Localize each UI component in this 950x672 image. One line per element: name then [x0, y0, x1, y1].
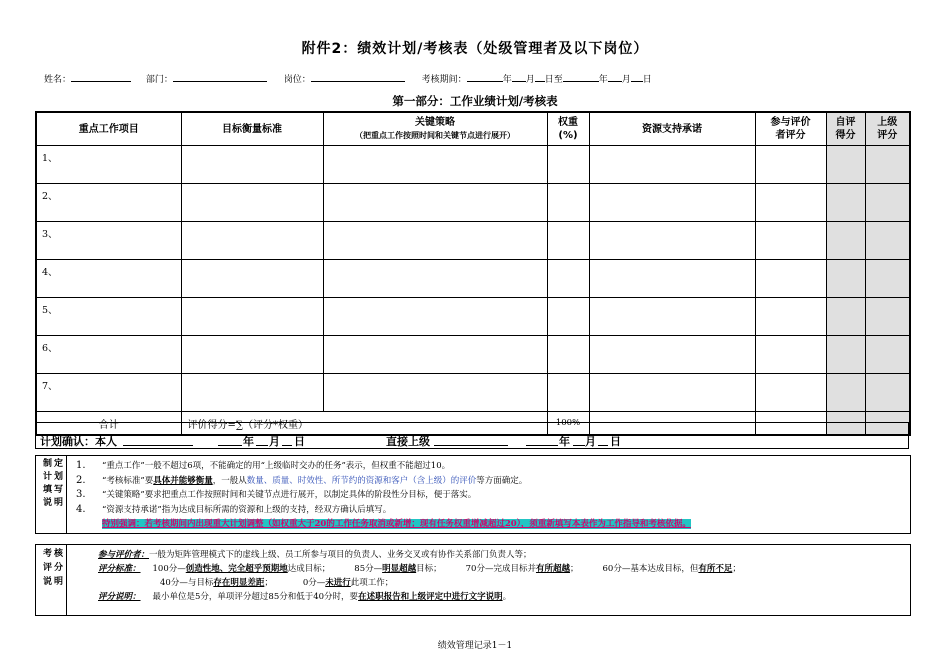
header-superior-line1: 上级: [877, 117, 898, 128]
year-label: 年: [243, 435, 254, 448]
cell[interactable]: [181, 222, 323, 260]
note-item: [76, 517, 904, 532]
cell[interactable]: [755, 146, 826, 184]
cell[interactable]: [589, 260, 755, 298]
header-strategy: [323, 112, 547, 146]
table-row: [36, 336, 910, 374]
confirm-year-field[interactable]: [218, 445, 242, 446]
month-label: 月: [585, 435, 596, 448]
cell[interactable]: [323, 336, 547, 374]
cell[interactable]: [865, 222, 910, 260]
superior-label: 直接上级: [386, 435, 430, 448]
standard-row-2: [98, 576, 904, 590]
period-label: 考核期间：: [421, 75, 467, 85]
note-text-part: ，一般从: [212, 475, 247, 486]
plan-instructions: [35, 455, 911, 534]
cell[interactable]: [826, 298, 865, 336]
table-row: [36, 260, 910, 298]
period-end-year[interactable]: [563, 72, 599, 82]
cell[interactable]: [547, 184, 589, 222]
day-to-label: 日至: [544, 75, 563, 85]
cell[interactable]: [181, 184, 323, 222]
header-participant-line1: 参与评价: [770, 117, 811, 128]
cell[interactable]: [589, 184, 755, 222]
position-label: 岗位：: [283, 75, 311, 85]
confirm-month-field[interactable]: [256, 445, 268, 446]
explain-tail: 。: [502, 592, 512, 602]
cell[interactable]: [547, 336, 589, 374]
participant-text: 一般为矩阵管理模式下的虚线上级、员工所参与项目的负责人、业务交叉或有协作关系部门负责人等；: [149, 550, 532, 560]
cell[interactable]: [755, 298, 826, 336]
year-label: 年: [502, 75, 512, 85]
cell[interactable]: [181, 146, 323, 184]
note-emphasis: 具体并能够衡量: [153, 475, 213, 486]
cell[interactable]: [755, 184, 826, 222]
total-label: 合计: [36, 412, 181, 436]
cell[interactable]: [755, 336, 826, 374]
header-weight: [547, 112, 589, 146]
score-70-tail: ；: [569, 564, 579, 574]
row-number[interactable]: 4、: [36, 260, 181, 298]
header-self: [826, 112, 865, 146]
explain-emphasis: 在述职报告和上级评定中进行文字说明: [358, 592, 503, 602]
note-item: [76, 459, 904, 474]
participant-label: 参与评价者：: [98, 550, 150, 560]
cell[interactable]: [323, 184, 547, 222]
row-number[interactable]: 3、: [36, 222, 181, 260]
note-highlight: 数量、质量、时效性、所节约的资源和客户（含上级）的评价: [246, 475, 477, 486]
scoring-notes: [98, 548, 904, 604]
plan-confirm: [35, 422, 909, 449]
scoring-instructions-side: [36, 545, 67, 615]
note-text: “重点工作”一般不超过6项，不能确定的用“上级临时交办的任务”表示，但权重不能超过10。: [102, 461, 451, 471]
cell[interactable]: [323, 260, 547, 298]
confirm-day-field[interactable]: [282, 445, 292, 446]
cell[interactable]: [181, 298, 323, 336]
header-self-line2: 得分: [835, 130, 856, 141]
cell[interactable]: [865, 146, 910, 184]
score-40: 40分—与目标: [160, 578, 214, 588]
page-footer: 绩效管理记录1－1: [437, 641, 513, 651]
cell[interactable]: [589, 374, 755, 412]
header-resource: 资源支持承诺: [589, 112, 755, 146]
cell[interactable]: [181, 336, 323, 374]
superior-day-field[interactable]: [598, 445, 608, 446]
row-number[interactable]: 2、: [36, 184, 181, 222]
cell[interactable]: [323, 146, 547, 184]
note-number: 4.: [76, 503, 86, 515]
header-participant: [755, 112, 826, 146]
header-key-item: 重点工作项目: [36, 112, 181, 146]
row-number[interactable]: 1、: [36, 146, 181, 184]
header-target: 目标衡量标准: [181, 112, 323, 146]
participant-row: [98, 548, 904, 562]
header-weight-unit: (%): [558, 130, 578, 141]
cell[interactable]: [826, 336, 865, 374]
info-line: [44, 72, 652, 85]
table-row: [36, 222, 910, 260]
standard-row: [98, 562, 904, 576]
cell[interactable]: [589, 336, 755, 374]
score-100-emphasis: 创造性地、完全超乎预期地: [185, 564, 288, 574]
table-row: [36, 298, 910, 336]
year-label: 年: [559, 435, 570, 448]
cell[interactable]: [826, 184, 865, 222]
score-40-emphasis: 存在明显差距: [213, 578, 265, 588]
explain-label: 评分说明：: [98, 592, 141, 602]
note-text-part: 等方面确定。: [476, 475, 528, 486]
cell[interactable]: [826, 222, 865, 260]
score-formula: 评价得分=∑（评分*权重）: [181, 412, 547, 436]
cell[interactable]: [589, 222, 755, 260]
score-100: 100分—: [152, 564, 186, 574]
note-item: [76, 488, 904, 503]
superior-sign-field[interactable]: [434, 445, 508, 446]
score-0: 0分—: [302, 578, 326, 588]
note-number: 2.: [76, 474, 86, 486]
day-label: 日: [610, 435, 621, 448]
dept-label: 部门：: [145, 75, 173, 85]
period-start-month[interactable]: [512, 72, 526, 82]
cell[interactable]: [755, 222, 826, 260]
cell[interactable]: [826, 260, 865, 298]
score-70: 70分—完成目标并: [465, 564, 536, 574]
note-text: “关键策略”要求把重点工作按照时间和关键节点进行展开，以制定具体的阶段性分目标，便于落实。: [102, 490, 477, 500]
cell[interactable]: [323, 374, 547, 412]
scoring-instructions-side-label: 考核评分说明: [43, 549, 66, 587]
header-strategy-label: 关键策略: [415, 117, 455, 128]
cell[interactable]: [865, 336, 910, 374]
score-0-emphasis: 未进行: [325, 578, 351, 588]
score-60-emphasis: 有所不足: [698, 564, 733, 574]
header-participant-line2: 者评分: [775, 130, 806, 141]
score-40-tail: ；: [264, 578, 273, 588]
table-row: [36, 184, 910, 222]
cell[interactable]: [865, 298, 910, 336]
cell[interactable]: [826, 374, 865, 412]
cell[interactable]: [826, 146, 865, 184]
explain-row: [98, 590, 904, 604]
plan-instructions-side: [36, 456, 67, 533]
header-superior-line2: 评分: [877, 130, 898, 141]
period-start-year[interactable]: [467, 72, 503, 82]
header-superior: [865, 112, 910, 146]
cell[interactable]: [865, 374, 910, 412]
superior-month-field[interactable]: [573, 445, 585, 446]
header-strategy-sub: （把重点工作按照时间和关键节点进行展开）: [355, 131, 515, 140]
note-number: 3.: [76, 489, 86, 500]
table-row: [36, 374, 910, 412]
period-end-month[interactable]: [608, 72, 622, 82]
row-number[interactable]: 6、: [36, 336, 181, 374]
special-emphasis: 特别强调：若考核期间内出现重大计划调整（如权重大于20的工作任务取消或新增；现有任务权重增减超过20），须重新填写本表作为工作指导和考核依据。: [102, 519, 691, 529]
note-item: [76, 474, 904, 489]
header-weight-label: 权重: [558, 117, 578, 128]
cell[interactable]: [865, 184, 910, 222]
position-field[interactable]: [311, 72, 405, 82]
name-label: 姓名：: [44, 75, 72, 85]
page-title: 附件2：绩效计划/考核表（处级管理者及以下岗位）: [301, 41, 649, 57]
table-row: [36, 146, 910, 184]
weight-total: 100%: [547, 412, 589, 436]
score-85-emphasis: 明显超越: [382, 564, 417, 574]
cell[interactable]: [181, 260, 323, 298]
row-number[interactable]: 7、: [36, 374, 181, 412]
confirm-label: 计划确认：本人: [40, 435, 117, 448]
part1-title: 第一部分：工作业绩计划/考核表: [392, 94, 558, 108]
note-text-part: “考核标准”要: [102, 475, 154, 486]
cell[interactable]: [547, 146, 589, 184]
period-start-day[interactable]: [535, 72, 545, 82]
cell[interactable]: [323, 298, 547, 336]
month-label: 月: [525, 75, 535, 85]
cell[interactable]: [547, 298, 589, 336]
cell[interactable]: [547, 260, 589, 298]
row-number[interactable]: 5、: [36, 298, 181, 336]
cell[interactable]: [589, 298, 755, 336]
score-60: 60分—基本达成目标，但: [602, 564, 699, 574]
score-85: 85分—: [354, 564, 383, 574]
cell[interactable]: [755, 374, 826, 412]
day-label: 日: [642, 75, 652, 85]
name-field[interactable]: [71, 72, 131, 82]
score-0-tail: 此项工作；: [350, 578, 394, 588]
month-label: 月: [621, 75, 631, 85]
cell[interactable]: [547, 222, 589, 260]
self-sign-field[interactable]: [123, 445, 193, 446]
cell[interactable]: [181, 374, 323, 412]
superior-year-field[interactable]: [526, 445, 558, 446]
cell[interactable]: [755, 260, 826, 298]
period-end-day[interactable]: [631, 72, 643, 82]
header-self-line1: 自评: [835, 117, 856, 128]
dept-field[interactable]: [173, 72, 267, 82]
score-60-tail: ；: [732, 564, 741, 574]
performance-table: [35, 111, 911, 436]
cell[interactable]: [323, 222, 547, 260]
year-label: 年: [598, 75, 608, 85]
note-text: “资源支持承诺”指为达成目标所需的资源和上级的支持，经双方确认后填写。: [102, 504, 392, 515]
month-label: 月: [269, 435, 280, 448]
plan-instructions-side-label: 制定计划填写说明: [43, 459, 66, 508]
score-100-tail: 达成目标；: [287, 564, 331, 574]
score-85-tail: 目标；: [416, 564, 442, 574]
cell[interactable]: [547, 374, 589, 412]
standard-label: 评分标准：: [98, 564, 141, 574]
cell[interactable]: [865, 260, 910, 298]
day-label: 日: [294, 435, 305, 448]
plan-notes: [76, 459, 904, 532]
note-text: [102, 474, 527, 489]
scoring-instructions: [35, 544, 911, 616]
note-item: [76, 503, 904, 518]
note-number: 1.: [76, 460, 86, 471]
score-70-emphasis: 有所超越: [535, 564, 570, 574]
explain-text: 最小单位是5分，单项评分超过85分和低于40分时，要: [152, 592, 359, 602]
cell[interactable]: [589, 146, 755, 184]
